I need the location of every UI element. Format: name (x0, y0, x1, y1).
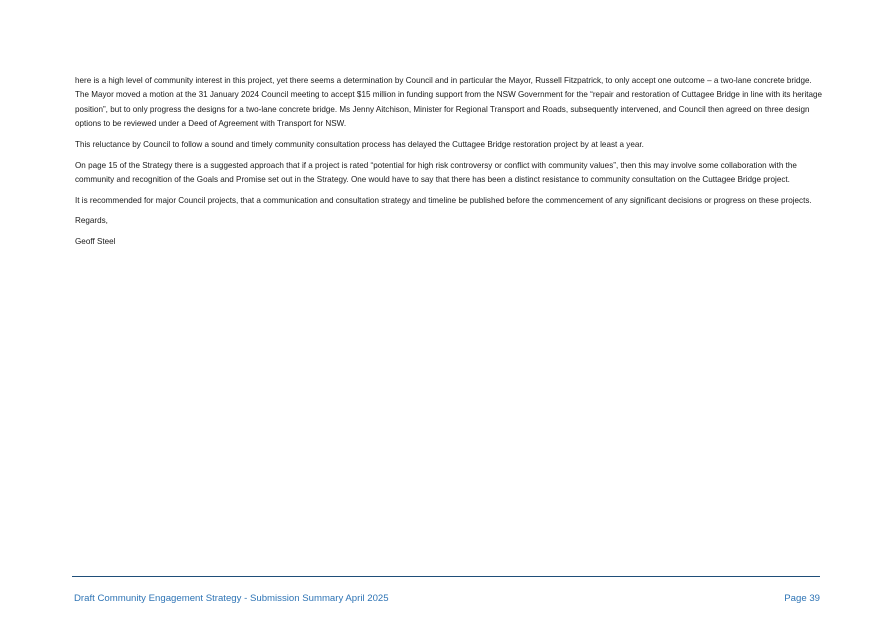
paragraph-sign-off: Regards, (75, 216, 108, 226)
footer-document-title: Draft Community Engagement Strategy - Submission Summary April 2025 (74, 593, 389, 604)
paragraph-reluctance: This reluctance by Council to follow a sound and timely community consultation process has delayed the Cuttagee Bridge restoration project by at least a year. (75, 139, 644, 149)
paragraph-recommendation: It is recommended for major Council projects, that a communication and consultation strategy and timeline be published before the commencement of any significant decisions or progress on these projects. (75, 195, 812, 205)
footer-page-number: Page 39 (784, 593, 820, 604)
document-body (75, 74, 825, 256)
footer-divider (72, 576, 820, 577)
paragraph-signature-name: Geoff Steel (75, 237, 116, 247)
paragraph-community-interest: here is a high level of community interest in this project, yet there seems a determination by Council and in particular the Mayor, Russell Fitzpatrick, to only accept one outcome – a two-lane concrete bridge. The Mayor moved a motion at the 31 January 2024 Council meeting to accept $15 million in funding support from the NSW Government for the “repair and restoration of Cuttagee Bridge in line with its heritage position”, but to only progress the designs for a two-lane concrete bridge. Ms Jenny Aitchison, Minister for Regional Transport and Roads, subsequently intervened, and Council then agreed on three design options to be reviewed under a Deed of Agreement with Transport for NSW. (75, 76, 823, 129)
paragraph-strategy-page-15: On page 15 of the Strategy there is a suggested approach that if a project is rated “potential for high risk controversy or conflict with community values”, then this may involve some collaboration with the community and recognition of the Goals and Promise set out in the Strategy. One would have to say that there has been a distinct resistance to community consultation on the Cuttagee Bridge project. (75, 160, 797, 185)
